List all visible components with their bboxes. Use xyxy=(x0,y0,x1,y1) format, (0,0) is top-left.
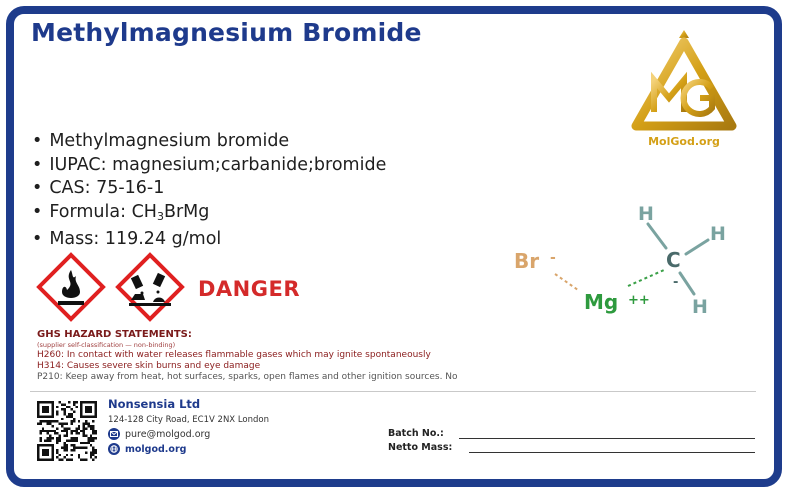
email-icon xyxy=(108,428,120,440)
atom-h-right: H xyxy=(710,223,726,245)
product-title: Methylmagnesium Bromide xyxy=(31,18,422,47)
fact-iupac: • IUPAC: magnesium;carbanide;bromide xyxy=(32,154,386,178)
flammable-icon xyxy=(36,252,106,322)
website-text: molgod.org xyxy=(125,443,187,455)
product-facts xyxy=(32,130,386,252)
batch-label: Batch No.: xyxy=(388,428,444,439)
qr-code xyxy=(37,401,97,461)
email-text: pure@molgod.org xyxy=(125,428,211,440)
formula-subscript: 3 xyxy=(156,209,164,223)
netto-mass-line[interactable] xyxy=(469,452,755,453)
netto-mass-label: Netto Mass: xyxy=(388,442,453,453)
hazard-heading: GHS HAZARD STATEMENTS: xyxy=(37,329,192,340)
hazard-h260: H260: In contact with water releases flammable gases which may ignite spontaneously xyxy=(37,350,431,360)
formula-label: Formula: xyxy=(49,201,132,222)
contact-website[interactable] xyxy=(108,443,186,455)
footer-divider xyxy=(30,391,756,392)
fact-mass: • Mass: 119.24 g/mol xyxy=(32,228,386,252)
fact-name: • Methylmagnesium bromide xyxy=(32,130,386,154)
atom-mg: Mg xyxy=(584,290,619,314)
hazard-h314: H314: Causes severe skin burns and eye damage xyxy=(37,361,261,371)
qr-modules xyxy=(37,401,97,461)
precaution-p210: P210: Keep away from heat, hot surfaces, sparks, open flames and other ignition sources. No xyxy=(37,372,458,382)
molecule-structure xyxy=(506,196,756,326)
batch-line[interactable] xyxy=(459,438,755,439)
signal-word: DANGER xyxy=(198,277,301,301)
logo-text: MolGod.org xyxy=(648,135,720,148)
contact-email[interactable] xyxy=(108,428,210,440)
charge-br: - xyxy=(550,250,556,266)
atom-br: Br xyxy=(514,249,540,273)
fact-formula xyxy=(32,201,386,229)
charge-c: - xyxy=(673,275,679,290)
company-address: 124-128 City Road, EC1V 2NX London xyxy=(108,415,269,425)
molgod-logo xyxy=(624,24,744,154)
atom-c: C xyxy=(666,248,681,272)
atom-h-bottom: H xyxy=(692,296,708,318)
corrosive-icon xyxy=(115,252,185,322)
formula-part-ch: CH xyxy=(131,201,157,222)
atom-h-top: H xyxy=(638,203,654,225)
globe-icon xyxy=(108,443,120,455)
hazard-note: (supplier self-classification — non-binding) xyxy=(37,341,176,349)
formula-part-brmg: BrMg xyxy=(163,201,210,222)
company-name: Nonsensia Ltd xyxy=(108,397,201,411)
fact-cas: • CAS: 75-16-1 xyxy=(32,177,386,201)
charge-mg: ++ xyxy=(628,293,650,308)
